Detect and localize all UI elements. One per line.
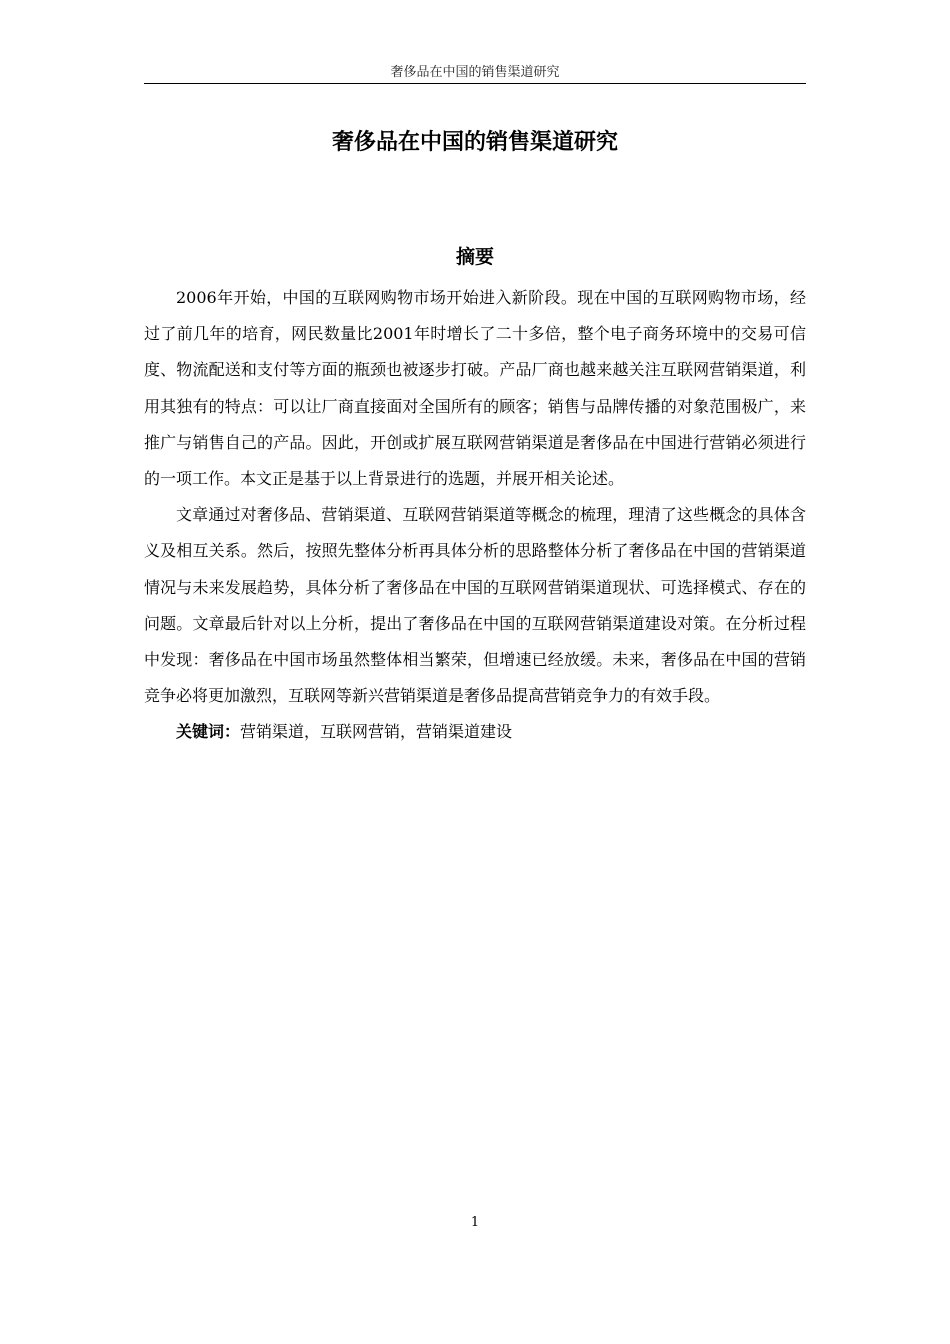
keywords-value: 营销渠道，互联网营销，营销渠道建设	[240, 722, 513, 742]
abstract-heading: 摘要	[455, 246, 494, 268]
abstract-paragraph-1: 2006年开始，中国的互联网购物市场开始进入新阶段。现在中国的互联网购物市场，经过了前几年的培育，网民数量比2001年时增长了二十多倍，整个电子商务环境中的交易可信度、物流配送和支付等方面的瓶颈也被逐步打破。产品厂商也越来越关注互联网营销渠道，利用其独有的特点：可以让厂商直接面对全国所有的顾客；销售与品牌传播的对象范围极广，来推广与销售自己的产品。因此，开创或扩展互联网营销渠道是奢侈品在中国进行营销必须进行的一项工作。本文正是基于以上背景进行的选题，并展开相关论述。	[144, 288, 806, 489]
page-number: 1	[470, 1215, 480, 1230]
keywords-label: 关键词：	[176, 722, 241, 742]
keywords-line	[144, 714, 806, 750]
running-header: 奢侈品在中国的销售渠道研究	[390, 65, 560, 80]
abstract-body	[144, 280, 806, 751]
abstract-paragraph-2: 文章通过对奢侈品、营销渠道、互联网营销渠道等概念的梳理，理清了这些概念的具体含义及相互关系。然后，按照先整体分析再具体分析的思路整体分析了奢侈品在中国的营销渠道情况与未来发展趋势，具体分析了奢侈品在中国的互联网营销渠道现状、可选择模式、存在的问题。文章最后针对以上分析，提出了奢侈品在中国的互联网营销渠道建设对策。在分析过程中发现：奢侈品在中国市场虽然整体相当繁荣，但增速已经放缓。未来，奢侈品在中国的营销竞争必将更加激烈，互联网等新兴营销渠道是奢侈品提高营销竞争力的有效手段。	[144, 505, 806, 706]
document-title: 奢侈品在中国的销售渠道研究	[331, 130, 618, 155]
header-rule	[144, 83, 806, 84]
